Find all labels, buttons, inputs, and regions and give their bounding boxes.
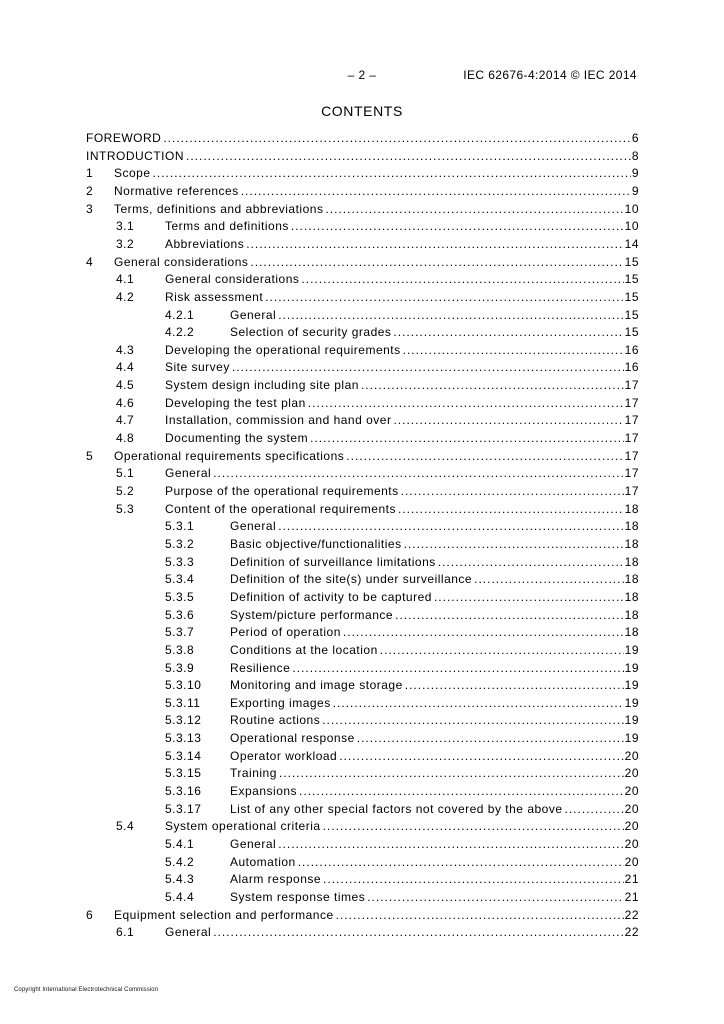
toc-entry-title: Site survey bbox=[165, 360, 230, 375]
toc-entry[interactable] bbox=[86, 201, 639, 218]
toc-entry-number: 5.3.13 bbox=[165, 731, 202, 746]
toc-dot-leader bbox=[186, 148, 631, 165]
toc-entry-number: 4.8 bbox=[116, 431, 135, 446]
toc-entry-number: 5.3.7 bbox=[165, 625, 195, 640]
toc-entry-title: System/picture performance bbox=[230, 607, 394, 622]
toc-entry-title: Period of operation bbox=[230, 625, 341, 640]
toc-entry-title: Content of the operational requirements bbox=[165, 501, 396, 516]
toc-dot-leader bbox=[278, 836, 623, 853]
toc-dot-leader bbox=[213, 465, 623, 482]
toc-entry-title: Training bbox=[230, 766, 277, 781]
toc-entry-page: 8 bbox=[631, 148, 639, 163]
standard-reference: IEC 62676-4:2014 © IEC 2014 bbox=[463, 68, 637, 82]
toc-entry[interactable] bbox=[86, 412, 639, 429]
page-number: – 2 – bbox=[347, 68, 377, 82]
toc-entry[interactable] bbox=[86, 130, 639, 147]
toc-entry[interactable] bbox=[86, 695, 639, 712]
toc-entry-number: 3 bbox=[86, 201, 94, 216]
toc-entry-number: 1 bbox=[86, 166, 94, 181]
toc-dot-leader bbox=[265, 289, 623, 306]
toc-entry[interactable] bbox=[86, 801, 639, 818]
toc-entry-title: Monitoring and image storage bbox=[230, 678, 403, 693]
toc-entry-title: Terms and definitions bbox=[165, 219, 289, 234]
toc-entry-number: 5.3.6 bbox=[165, 607, 195, 622]
toc-entry-page: 6 bbox=[631, 131, 639, 145]
toc-entry[interactable] bbox=[86, 501, 639, 518]
toc-dot-leader bbox=[339, 748, 623, 765]
toc-dot-leader bbox=[322, 712, 623, 729]
toc-entry-title: Purpose of the operational requirements bbox=[165, 484, 399, 498]
toc-dot-leader bbox=[153, 165, 631, 182]
toc-entry-page: 19 bbox=[624, 678, 639, 693]
toc-dot-leader bbox=[246, 236, 623, 253]
toc-dot-leader bbox=[325, 201, 623, 218]
toc-entry-page: 18 bbox=[624, 572, 639, 587]
toc-entry-number: 5.3.10 bbox=[165, 678, 202, 693]
toc-entry-number: 4.2.1 bbox=[165, 307, 195, 322]
toc-entry[interactable] bbox=[86, 907, 639, 924]
toc-entry-number: 4.6 bbox=[116, 395, 135, 410]
toc-dot-leader bbox=[278, 518, 623, 535]
toc-entry-number: 5.3.5 bbox=[165, 589, 195, 604]
toc-entry-page: 18 bbox=[624, 554, 639, 569]
toc-dot-leader bbox=[405, 677, 624, 694]
toc-entry-page: 9 bbox=[631, 166, 639, 181]
toc-dot-leader bbox=[361, 377, 624, 394]
toc-entry-title: List of any other special factors not covered by the above bbox=[230, 801, 563, 816]
toc-entry-number: 4.4 bbox=[116, 360, 135, 375]
toc-entry-page: 18 bbox=[624, 536, 639, 551]
toc-entry-title: General considerations bbox=[165, 272, 300, 287]
toc-dot-leader bbox=[310, 430, 624, 447]
toc-entry-page: 21 bbox=[624, 889, 639, 904]
toc-entry-title: Exporting images bbox=[230, 695, 331, 710]
toc-dot-leader bbox=[403, 342, 624, 359]
toc-dot-leader bbox=[438, 554, 624, 571]
toc-entry-page: 16 bbox=[624, 360, 639, 375]
toc-entry-number: 5.3.15 bbox=[165, 766, 202, 781]
toc-dot-leader bbox=[393, 324, 623, 341]
toc-entry-number: 4.2.2 bbox=[165, 325, 195, 340]
toc-entry[interactable] bbox=[86, 589, 639, 606]
toc-entry-number: 2 bbox=[86, 183, 94, 198]
toc-dot-leader bbox=[474, 571, 624, 588]
toc-entry-page: 20 bbox=[624, 801, 639, 816]
toc-dot-leader bbox=[343, 624, 624, 641]
toc-entry-number: 4.2 bbox=[116, 289, 135, 304]
toc-entry-number: 4.3 bbox=[116, 342, 135, 357]
toc-entry-number: 6.1 bbox=[116, 925, 135, 940]
toc-entry-title: Normative references bbox=[114, 183, 239, 198]
toc-entry-number: 4.5 bbox=[116, 378, 135, 393]
toc-entry-number: 5.4.2 bbox=[165, 854, 195, 869]
toc-entry[interactable] bbox=[86, 748, 639, 765]
toc-dot-leader bbox=[299, 783, 624, 800]
toc-entry-number: 5.3.8 bbox=[165, 642, 195, 657]
toc-entry-number: 5.4 bbox=[116, 819, 135, 834]
toc-entry-page: 20 bbox=[624, 854, 639, 869]
toc-entry[interactable] bbox=[86, 430, 639, 447]
toc-entry[interactable] bbox=[86, 518, 639, 535]
toc-entry-title: Installation, commission and hand over bbox=[165, 413, 392, 428]
toc-dot-leader bbox=[380, 642, 624, 659]
toc-dot-leader bbox=[357, 730, 624, 747]
toc-dot-leader bbox=[232, 359, 624, 376]
toc-entry-title: Routine actions bbox=[230, 713, 321, 728]
toc-entry[interactable] bbox=[86, 818, 639, 835]
toc-entry-title: Terms, definitions and abbreviations bbox=[114, 201, 324, 216]
toc-entry-number: 4 bbox=[86, 254, 94, 269]
toc-dot-leader bbox=[213, 924, 623, 941]
toc-entry-title: Conditions at the location bbox=[230, 642, 378, 657]
toc-entry[interactable] bbox=[86, 165, 639, 182]
toc-entry[interactable] bbox=[86, 624, 639, 641]
toc-entry[interactable] bbox=[86, 677, 639, 694]
toc-entry-title: Definition of activity to be captured bbox=[230, 589, 432, 604]
toc-entry-page: 20 bbox=[624, 748, 639, 763]
toc-entry-title: Definition of the site(s) under surveillance bbox=[230, 572, 473, 587]
toc-entry-page: 17 bbox=[624, 413, 639, 428]
toc-entry-title: Operator workload bbox=[230, 748, 338, 763]
toc-entry-page: 19 bbox=[624, 731, 639, 746]
toc-entry[interactable] bbox=[86, 889, 639, 906]
toc-entry[interactable] bbox=[86, 183, 639, 200]
toc-entry-title: General bbox=[165, 925, 212, 940]
toc-dot-leader bbox=[298, 854, 624, 871]
toc-entry-title: Selection of security grades bbox=[230, 325, 392, 340]
toc-entry-title: Alarm response bbox=[230, 872, 322, 887]
toc-entry-number: 4.1 bbox=[116, 272, 135, 287]
toc-entry-page: 16 bbox=[624, 342, 639, 357]
toc-entry-title: Automation bbox=[230, 854, 296, 869]
toc-dot-leader bbox=[163, 130, 630, 147]
toc-entry-title: Operational response bbox=[230, 731, 355, 746]
toc-entry-number: 5.1 bbox=[116, 466, 135, 481]
toc-entry[interactable] bbox=[86, 148, 639, 165]
toc-entry-number: 6 bbox=[86, 907, 94, 922]
toc-entry-page: 21 bbox=[624, 872, 639, 887]
toc-entry-title: Developing the test plan bbox=[165, 395, 306, 410]
toc-entry[interactable] bbox=[86, 765, 639, 782]
toc-entry[interactable] bbox=[86, 536, 639, 553]
toc-entry-title: Definition of surveillance limitations bbox=[230, 554, 436, 569]
toc-entry-title: System operational criteria bbox=[165, 819, 321, 834]
toc-entry-title: System response times bbox=[230, 889, 366, 904]
toc-entry[interactable] bbox=[86, 377, 639, 394]
toc-entry-number: 5.3.2 bbox=[165, 536, 195, 551]
toc-entry[interactable] bbox=[86, 730, 639, 747]
toc-entry-page: 18 bbox=[624, 501, 639, 516]
toc-entry[interactable] bbox=[86, 342, 639, 359]
toc-entry[interactable] bbox=[86, 571, 639, 588]
toc-dot-leader bbox=[241, 183, 631, 200]
toc-entry[interactable] bbox=[86, 448, 639, 465]
toc-entry-page: 15 bbox=[624, 307, 639, 322]
toc-entry-title: Expansions bbox=[230, 784, 298, 799]
toc-entry[interactable] bbox=[86, 359, 639, 376]
toc-entry-page: 17 bbox=[624, 466, 639, 481]
toc-entry-title: Equipment selection and performance bbox=[114, 907, 334, 922]
toc-entry-page: 10 bbox=[624, 201, 639, 216]
toc-dot-leader bbox=[395, 607, 624, 624]
toc-entry[interactable] bbox=[86, 324, 639, 341]
toc-entry[interactable] bbox=[86, 607, 639, 624]
toc-entry-title: Scope bbox=[114, 166, 151, 181]
toc-dot-leader bbox=[323, 871, 624, 888]
toc-entry-page: 17 bbox=[624, 395, 639, 410]
toc-entry-number: 5.3.11 bbox=[165, 695, 201, 710]
toc-entry-page: 15 bbox=[624, 272, 639, 287]
toc-entry-number: 5.3.14 bbox=[165, 748, 202, 763]
toc-entry-number: 5.4.4 bbox=[165, 889, 195, 904]
toc-dot-leader bbox=[279, 765, 624, 782]
toc-entry-page: 20 bbox=[624, 766, 639, 781]
toc-entry[interactable] bbox=[86, 289, 639, 306]
toc-entry[interactable] bbox=[86, 465, 639, 482]
toc-entry-page: 19 bbox=[624, 713, 639, 728]
toc-entry[interactable] bbox=[86, 271, 639, 288]
toc-entry-title: FOREWORD bbox=[86, 131, 162, 145]
toc-entry-page: 17 bbox=[624, 484, 639, 498]
toc-entry-page: 18 bbox=[624, 519, 639, 534]
toc-entry[interactable] bbox=[86, 660, 639, 677]
toc-dot-leader bbox=[401, 483, 624, 500]
toc-entry[interactable] bbox=[86, 836, 639, 853]
toc-entry-page: 20 bbox=[624, 837, 639, 851]
toc-entry-page: 20 bbox=[624, 784, 639, 799]
toc-dot-leader bbox=[250, 254, 623, 271]
toc-entry-page: 19 bbox=[624, 660, 639, 675]
toc-entry-page: 15 bbox=[624, 254, 639, 269]
toc-entry-title: General considerations bbox=[114, 254, 249, 269]
toc-entry-title: General bbox=[165, 466, 212, 481]
toc-entry-page: 18 bbox=[624, 625, 639, 640]
toc-entry-number: 4.7 bbox=[116, 413, 135, 428]
toc-entry-title: General bbox=[230, 519, 277, 534]
toc-entry-page: 17 bbox=[624, 431, 639, 446]
toc-entry-number: 3.1 bbox=[116, 219, 135, 234]
toc-entry-title: Resilience bbox=[230, 660, 291, 675]
toc-entry-number: 5.3.1 bbox=[165, 519, 195, 534]
toc-entry[interactable] bbox=[86, 783, 639, 800]
toc-entry-title: System design including site plan bbox=[165, 378, 359, 393]
toc-dot-leader bbox=[333, 695, 624, 712]
toc-dot-leader bbox=[308, 395, 624, 412]
toc-dot-leader bbox=[367, 889, 623, 906]
toc-dot-leader bbox=[323, 818, 624, 835]
toc-entry-number: 5.3 bbox=[116, 501, 135, 516]
toc-entry[interactable] bbox=[86, 554, 639, 571]
toc-entry-number: 5.3.17 bbox=[165, 801, 202, 816]
toc-dot-leader bbox=[336, 907, 624, 924]
toc-entry-title: Risk assessment bbox=[165, 289, 264, 304]
toc-entry-number: 5.2 bbox=[116, 484, 135, 498]
toc-dot-leader bbox=[404, 536, 624, 553]
toc-entry-number: 5.4.1 bbox=[165, 837, 195, 851]
toc-entry-title: Basic objective/functionalities bbox=[230, 536, 402, 551]
toc-entry-page: 15 bbox=[624, 325, 639, 340]
toc-entry-number: 5.4.3 bbox=[165, 872, 195, 887]
toc-entry-title: General bbox=[230, 307, 277, 322]
toc-entry-page: 22 bbox=[624, 925, 639, 940]
toc-dot-leader bbox=[278, 307, 623, 324]
toc-dot-leader bbox=[292, 660, 623, 677]
toc-entry-title: Operational requirements specifications bbox=[114, 448, 345, 463]
toc-entry-page: 19 bbox=[624, 642, 639, 657]
contents-heading: CONTENTS bbox=[321, 103, 403, 119]
toc-entry[interactable] bbox=[86, 395, 639, 412]
toc-entry-number: 5.3.12 bbox=[165, 713, 202, 728]
toc-entry[interactable] bbox=[86, 854, 639, 871]
toc-dot-leader bbox=[434, 589, 624, 606]
toc-entry-title: General bbox=[230, 837, 277, 851]
toc-entry-page: 14 bbox=[624, 236, 639, 251]
toc-entry-number: 3.2 bbox=[116, 236, 135, 251]
toc-dot-leader bbox=[301, 271, 623, 288]
toc-entry-number: 5.3.16 bbox=[165, 784, 202, 799]
copyright-notice: Copyright International Electrotechnical Commission bbox=[14, 987, 159, 993]
toc-entry[interactable] bbox=[86, 254, 639, 271]
toc-dot-leader bbox=[565, 801, 624, 818]
toc-entry-title: Abbreviations bbox=[165, 236, 245, 251]
toc-dot-leader bbox=[291, 218, 624, 235]
toc-entry-page: 18 bbox=[624, 589, 639, 604]
toc-entry-page: 22 bbox=[624, 907, 639, 922]
toc-entry[interactable] bbox=[86, 642, 639, 659]
toc-entry-page: 10 bbox=[624, 219, 639, 234]
toc-dot-leader bbox=[346, 448, 623, 465]
toc-entry-title: Developing the operational requirements bbox=[165, 342, 401, 357]
toc-entry[interactable] bbox=[86, 307, 639, 324]
toc-entry-page: 17 bbox=[624, 378, 639, 393]
toc-entry-title: INTRODUCTION bbox=[86, 148, 184, 163]
toc-entry-number: 5 bbox=[86, 448, 94, 463]
toc-entry-number: 5.3.3 bbox=[165, 554, 195, 569]
toc-entry-number: 5.3.9 bbox=[165, 660, 195, 675]
toc-entry[interactable] bbox=[86, 712, 639, 729]
toc-entry-page: 19 bbox=[624, 695, 639, 710]
toc-entry[interactable] bbox=[86, 871, 639, 888]
toc-dot-leader bbox=[393, 412, 623, 429]
toc-entry-title: Documenting the system bbox=[165, 431, 309, 446]
toc-entry-page: 20 bbox=[624, 819, 639, 834]
toc-entry-number: 5.3.4 bbox=[165, 572, 195, 587]
toc-entry[interactable] bbox=[86, 218, 639, 235]
toc-entry-page: 15 bbox=[624, 289, 639, 304]
toc-entry-page: 18 bbox=[624, 607, 639, 622]
toc-entry-page: 17 bbox=[624, 448, 639, 463]
toc-dot-leader bbox=[398, 501, 624, 518]
toc-entry-page: 9 bbox=[631, 183, 639, 198]
toc-entry[interactable] bbox=[86, 924, 639, 941]
toc-entry[interactable] bbox=[86, 483, 639, 500]
toc-entry[interactable] bbox=[86, 236, 639, 253]
